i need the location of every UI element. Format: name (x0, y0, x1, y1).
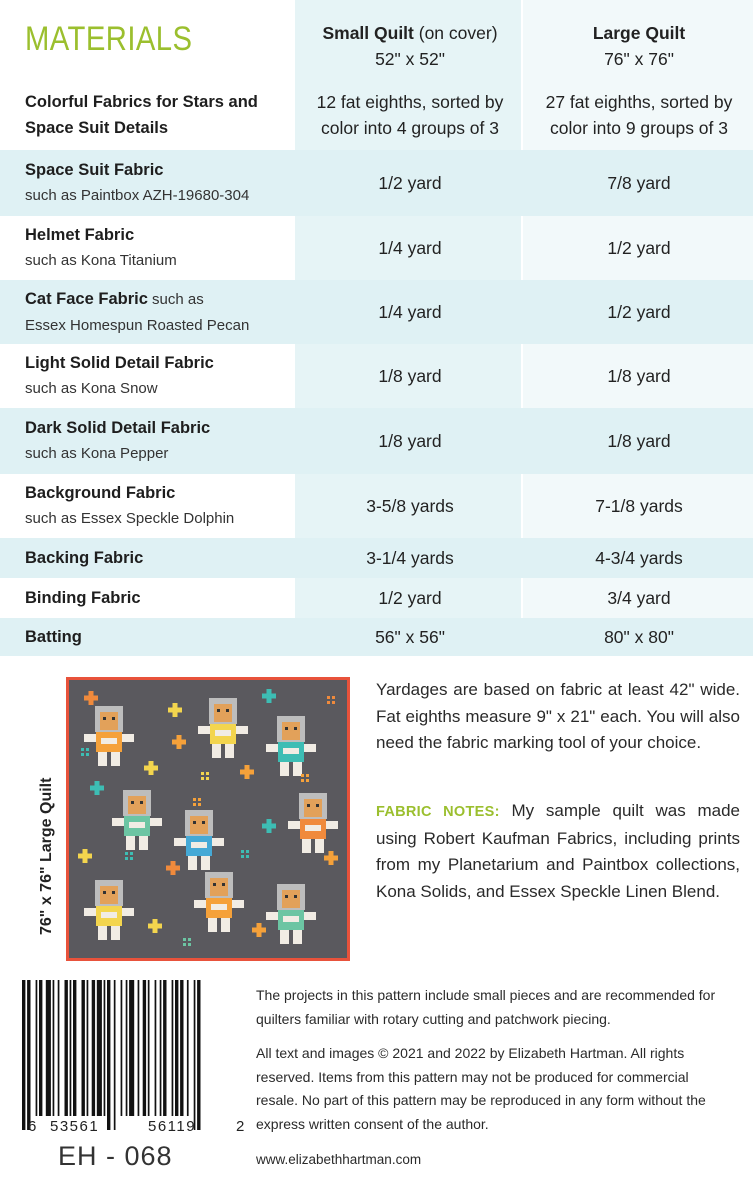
row-example: such as Kona Snow (25, 380, 158, 397)
large-quantity-line: 27 fat eighths, sorted by (545, 92, 733, 112)
barcode-digit-first: 6 (28, 1118, 37, 1135)
row-name: Background Fabric (25, 484, 176, 502)
quilt-art (69, 680, 347, 958)
barcode-bar (58, 980, 60, 1116)
barcode-bar (53, 980, 55, 1116)
table-row (0, 474, 753, 538)
row-label (25, 578, 141, 618)
row-label (25, 618, 82, 656)
large-quantity: 1/2 yard (607, 238, 671, 258)
row-name: Colorful Fabrics for Stars and (25, 93, 258, 111)
small-quantity: 3-5/8 yards (366, 496, 454, 516)
large-quantity (525, 80, 753, 150)
barcode-bar (36, 980, 38, 1116)
barcode-bar (114, 980, 116, 1130)
table-row (0, 150, 753, 216)
small-quantity-line: color into 4 groups of 3 (320, 118, 499, 138)
barcode-bar (46, 980, 51, 1116)
large-quilt-size: 76" x 76" (604, 49, 674, 69)
large-quantity: 7-1/8 yards (595, 496, 683, 516)
fabric-notes-heading: FABRIC NOTES: (376, 804, 500, 820)
small-quilt-name: Small Quilt (322, 23, 414, 43)
barcode-bar (155, 980, 157, 1116)
barcode-bar (163, 980, 166, 1116)
barcode-bar (172, 980, 174, 1116)
table-row (0, 618, 753, 656)
large-quilt-header (525, 20, 753, 72)
large-quantity: 3/4 yard (607, 588, 671, 608)
skill-level-note: The projects in this pattern include small pieces and are recommended for quilters familiar with rotary cutting and patchwork piecing. (256, 987, 716, 1027)
barcode-bar (27, 980, 30, 1130)
small-quantity (297, 80, 523, 150)
table-row (0, 280, 753, 344)
row-label (25, 150, 249, 216)
table-row (0, 344, 753, 408)
barcode-bar (194, 980, 196, 1130)
quilt-illustration (66, 677, 350, 961)
row-name: Dark Solid Detail Fabric (25, 419, 211, 437)
website-link[interactable]: www.elizabethhartman.com (256, 1152, 422, 1167)
barcode-bar (175, 980, 178, 1116)
barcode-bar (197, 980, 200, 1130)
table-row (0, 80, 753, 150)
small-quilt-note: (on cover) (418, 23, 498, 43)
barcode (20, 980, 245, 1140)
fabric-notes (376, 798, 740, 905)
barcode-digits-left: 53561 (50, 1118, 100, 1135)
small-quantity: 1/4 yard (378, 238, 442, 258)
row-label (25, 408, 210, 474)
large-quilt-name: Large Quilt (592, 23, 686, 43)
table-row (0, 408, 753, 474)
row-label (25, 538, 143, 578)
materials-title: MATERIALS (25, 20, 193, 58)
row-example: such as Kona Pepper (25, 445, 169, 462)
row-name: Space Suit Details (25, 119, 169, 137)
barcode-bar (70, 980, 72, 1116)
row-name: Cat Face Fabric (25, 289, 148, 308)
large-quantity: 1/8 yard (607, 366, 671, 386)
small-quantity-line: 12 fat eighths, sorted by (316, 92, 504, 112)
row-example: such as Kona Titanium (25, 252, 177, 269)
large-quantity: 1/2 yard (607, 302, 671, 322)
row-example: such as Essex Speckle Dolphin (25, 510, 235, 527)
barcode-bar (39, 980, 42, 1116)
large-quantity: 4-3/4 yards (595, 548, 683, 568)
barcode-bar (121, 980, 123, 1116)
row-label (25, 216, 177, 280)
table-row (0, 578, 753, 618)
row-name: Binding Fabric (25, 589, 141, 607)
barcode-bar (143, 980, 146, 1116)
row-name: Light Solid Detail Fabric (25, 354, 214, 372)
barcode-bar (187, 980, 189, 1116)
barcode-bar (97, 980, 102, 1116)
row-name: Batting (25, 628, 82, 646)
barcode-bar (92, 980, 95, 1116)
small-quantity: 1/4 yard (378, 302, 442, 322)
row-example: such as Paintbox AZH-19680-304 (25, 187, 250, 204)
barcode-digit-last: 2 (236, 1118, 245, 1135)
table-row (0, 538, 753, 578)
small-quilt-size: 52" x 52" (375, 49, 445, 69)
small-quantity: 1/2 yard (378, 588, 442, 608)
barcode-bar (73, 980, 76, 1116)
small-quantity: 56" x 56" (375, 627, 445, 647)
pattern-code: EH - 068 (58, 1141, 173, 1171)
barcode-bar (180, 980, 183, 1116)
barcode-bar (138, 980, 140, 1116)
barcode-bar (104, 980, 106, 1116)
barcode-digits-right: 56119 (148, 1118, 197, 1135)
fabric-notes-text: My sample quilt was made using Robert Kaufman Fabrics, including prints from my Planetarium and Paintbox collections, Kona Solids, and Essex Speckle Linen Blend. (376, 801, 740, 901)
row-example: Essex Homespun Roasted Pecan (25, 316, 250, 334)
copyright-notice: All text and images © 2021 and 2022 by Elizabeth Hartman. All rights reserved. Items from this pattern may not be produced for commercial resale. No part of this pattern may be reproduced in any form without the express written consent of the author. (256, 1045, 706, 1132)
large-quantity: 80" x 80" (604, 627, 674, 647)
barcode-bar (65, 980, 68, 1116)
small-quilt-header (297, 20, 523, 72)
row-name: Helmet Fabric (25, 226, 135, 244)
yardage-note: Yardages are based on fabric at least 42" wide. Fat eighths measure 9" x 21" each. You will also need the fabric marking tool of your choice. (376, 680, 740, 752)
barcode-bar (129, 980, 134, 1116)
table-row (0, 216, 753, 280)
row-label (25, 474, 234, 538)
small-quantity: 1/8 yard (378, 366, 442, 386)
row-label (25, 80, 258, 150)
barcode-bar (148, 980, 150, 1116)
row-label (25, 344, 214, 408)
barcode-bar (87, 980, 89, 1116)
barcode-bar (82, 980, 85, 1116)
row-name: Space Suit Fabric (25, 161, 164, 179)
row-name: Backing Fabric (25, 549, 144, 567)
large-quantity: 7/8 yard (607, 173, 671, 193)
large-quantity: 1/8 yard (607, 431, 671, 451)
large-quantity-line: color into 9 groups of 3 (549, 118, 728, 138)
row-label (25, 280, 249, 344)
barcode-bar (22, 980, 25, 1130)
quilt-size-label: 76" x 76" Large Quilt (38, 777, 55, 935)
small-quantity: 1/2 yard (378, 173, 442, 193)
small-quantity: 1/8 yard (378, 431, 442, 451)
barcode-bar (107, 980, 110, 1130)
row-name-suffix: such as (147, 290, 204, 308)
small-quantity: 3-1/4 yards (366, 548, 454, 568)
barcode-bar (160, 980, 162, 1116)
barcode-bar (126, 980, 128, 1116)
